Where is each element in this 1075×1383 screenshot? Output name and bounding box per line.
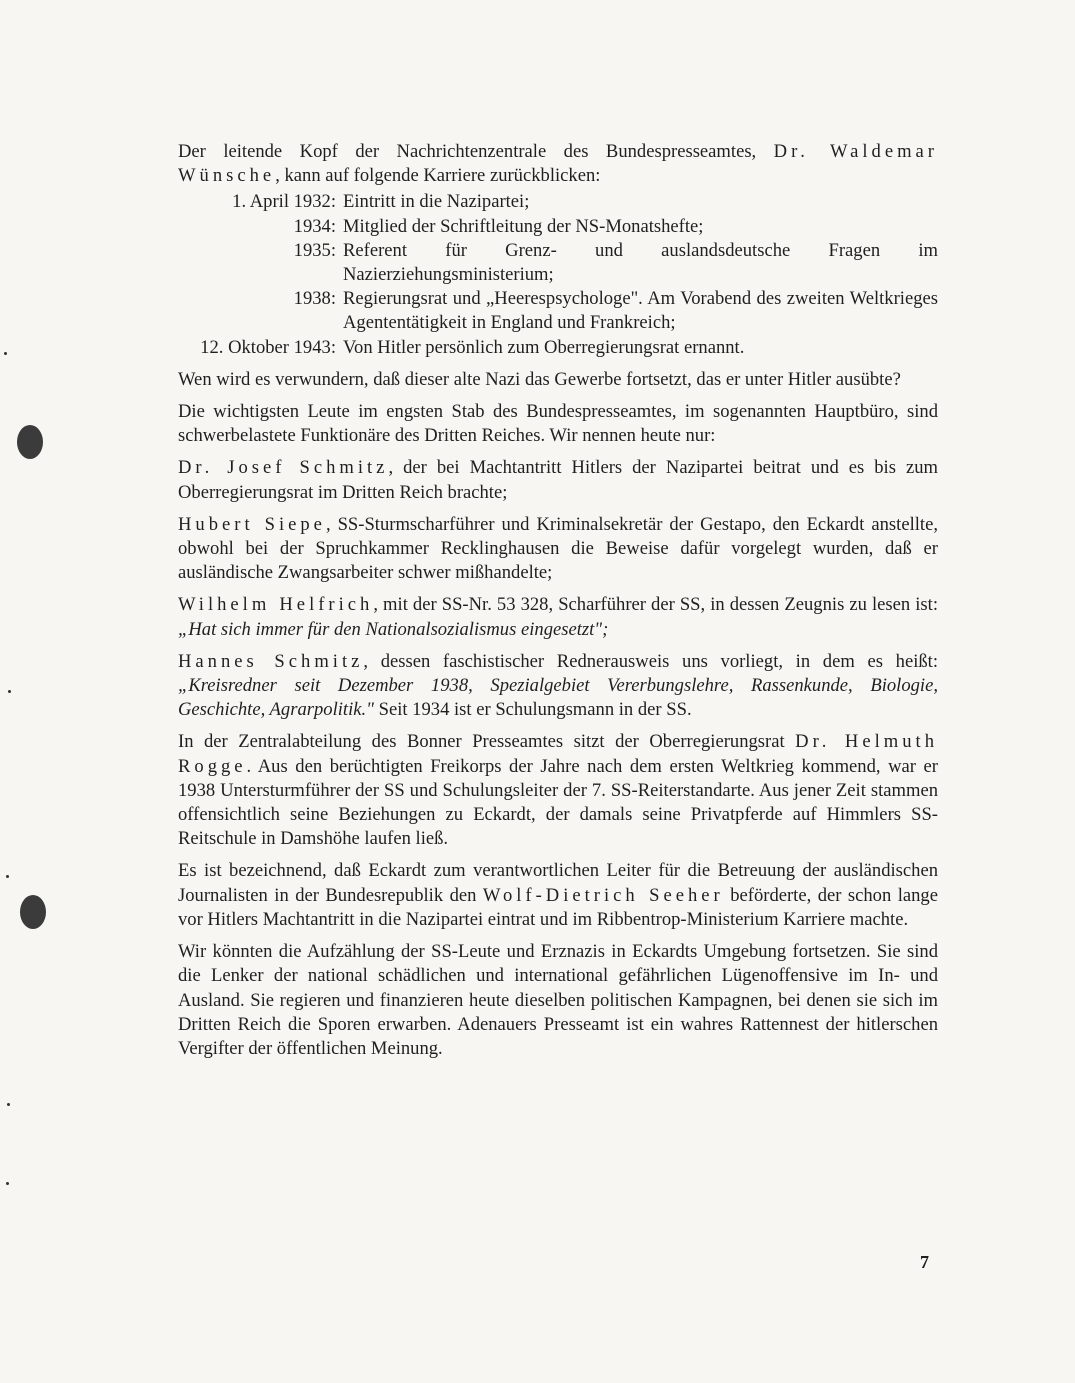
speck	[7, 1103, 10, 1106]
career-text: Mitglied der Schriftleitung der NS-Monatshefte;	[343, 215, 704, 237]
career-date: 1935:	[293, 239, 336, 261]
career-text: Von Hitler persönlich zum Oberregierungsrat ernannt.	[343, 336, 745, 358]
text-segment: Seit 1934 ist er Schulungsmann in der SS.	[373, 699, 692, 721]
speck	[4, 352, 7, 355]
person-name: Hubert Siepe	[178, 513, 326, 535]
text-segment: , der bei Machtantritt Hitlers der Nazipartei beitrat und es bis zum Oberregierungsrat im Dritten Reich brachte;	[178, 457, 938, 503]
page-number: 7	[920, 1252, 929, 1272]
career-date: 1934:	[293, 215, 336, 237]
career-list	[178, 190, 938, 359]
text-segment: , dessen faschistischer Rednerausweis uns vorliegt, in dem es heißt:	[363, 650, 938, 672]
text-segment: Der leitende Kopf der Nachrichtenzentrale des Bundespresseamtes,	[178, 141, 774, 162]
career-text: Eintritt in die Nazipartei;	[343, 191, 530, 213]
paragraph-conclusion: Wir könnten die Aufzählung der SS-Leute und Erznazis in Eckardts Umgebung fortsetzen. Sie sind die Lenker der national schädlichen und international gefährlichen Lügenoffensive im In- und Ausland. Sie regieren und finanzieren heute dieselben politischen Kampagnen, bei denen sie sich im Dritten Reich die Sporen erwarben. Adenauers Presseamt ist ein wahres Rattennest der hitlerschen Vergifter der öffentlichen Meinung.	[178, 941, 938, 1059]
career-date: 1938:	[293, 288, 336, 310]
career-entry	[178, 190, 938, 214]
quotation: „Hat sich immer für den Nationalsozialismus eingesetzt";	[178, 618, 609, 640]
punch-hole-top	[17, 425, 43, 459]
text-segment: , kann auf folgende Karriere zurückblicken:	[275, 165, 601, 187]
paragraph-seeher	[178, 859, 938, 932]
paragraph-staff: Die wichtigsten Leute im engsten Stab des Bundespresseamtes, im sogenannten Hauptbüro, sind schwerbelastete Funktionäre des Dritten Reiches. Wir nennen heute nur:	[178, 401, 938, 447]
text-segment: , mit der SS-Nr. 53 328, Scharführer der SS, in dessen Zeugnis zu lesen ist:	[373, 594, 939, 616]
body-text	[178, 140, 938, 1061]
paragraph-siepe	[178, 513, 938, 586]
paragraph-schmitz-hannes	[178, 650, 938, 723]
paragraph-intro	[178, 140, 938, 188]
speck	[6, 1182, 9, 1185]
career-entry	[178, 215, 938, 239]
career-entry	[178, 239, 938, 287]
text-segment: In der Zentralabteilung des Bonner Presseamtes sitzt der Oberregierungsrat	[178, 731, 796, 753]
text-segment: , SS-Sturmscharführer und Kriminalsekretär der Gestapo, den Eckardt anstellte, obwohl bei der Spruchkammer Recklinghausen die Beweise dafür vorgelegt wurden, daß er ausländische Zwangsarbeiter schwer mißhandelte;	[178, 513, 938, 584]
person-name: Dr. Josef Schmitz	[178, 457, 389, 479]
career-date: 12. Oktober 1943:	[200, 336, 336, 358]
speck	[8, 690, 11, 693]
text-segment: beförderte, der schon lange vor Hitlers Machtantritt in die Nazipartei eintrat und im Ribbentrop-Ministerium Karriere machte.	[178, 884, 938, 930]
career-entry	[178, 287, 938, 335]
speck	[6, 875, 9, 878]
person-name: Hannes Schmitz	[178, 650, 364, 672]
career-date: 1. April 1932:	[232, 191, 336, 213]
text-segment: . Aus den berüchtigten Freikorps der Jahre nach dem ersten Weltkrieg kommend, war er 1938 Untersturmführer der SS und Schulungsleiter der 7. SS-Reiterstandarte. Aus jener Zeit stammen offensichtlich seine Beziehungen zu Eckardt, der damals seine Privatpferde auf Himmlers SS-Reitschule in Damshöhe laufen ließ.	[178, 755, 938, 850]
paragraph-question: Wen wird es verwundern, daß dieser alte Nazi das Gewerbe fortsetzt, das er unter Hitler ausübte?	[178, 368, 901, 390]
text-segment: Es ist bezeichnend, daß Eckardt zum verantwortlichen Leiter für die Betreuung der ausländischen Journalisten in der Bundesrepublik den	[178, 860, 938, 906]
paragraph-schmitz-josef	[178, 456, 938, 504]
career-text: Regierungsrat und „Heerespsychologe". Am Vorabend des zweiten Weltkrieges Agententätigkeit in England und Frankreich;	[343, 288, 938, 334]
person-name: Wolf-Dietrich Seeher	[482, 884, 724, 906]
paragraph-rogge	[178, 730, 938, 851]
quotation: „Kreisredner seit Dezember 1938, Spezialgebiet Vererbungslehre, Rassenkunde, Biologie, Geschichte, Agrarpolitik."	[178, 675, 938, 721]
career-text: Referent für Grenz- und auslandsdeutsche Fragen im Nazierziehungsministerium;	[343, 239, 938, 286]
punch-hole-bottom	[20, 895, 46, 929]
person-name: Dr. Waldemar Wünsche	[178, 141, 938, 187]
career-entry	[178, 336, 938, 360]
person-name: Dr. Helmuth Rogge	[178, 731, 938, 777]
person-name: Wilhelm Helfrich	[178, 594, 374, 616]
paragraph-helfrich	[178, 593, 938, 641]
